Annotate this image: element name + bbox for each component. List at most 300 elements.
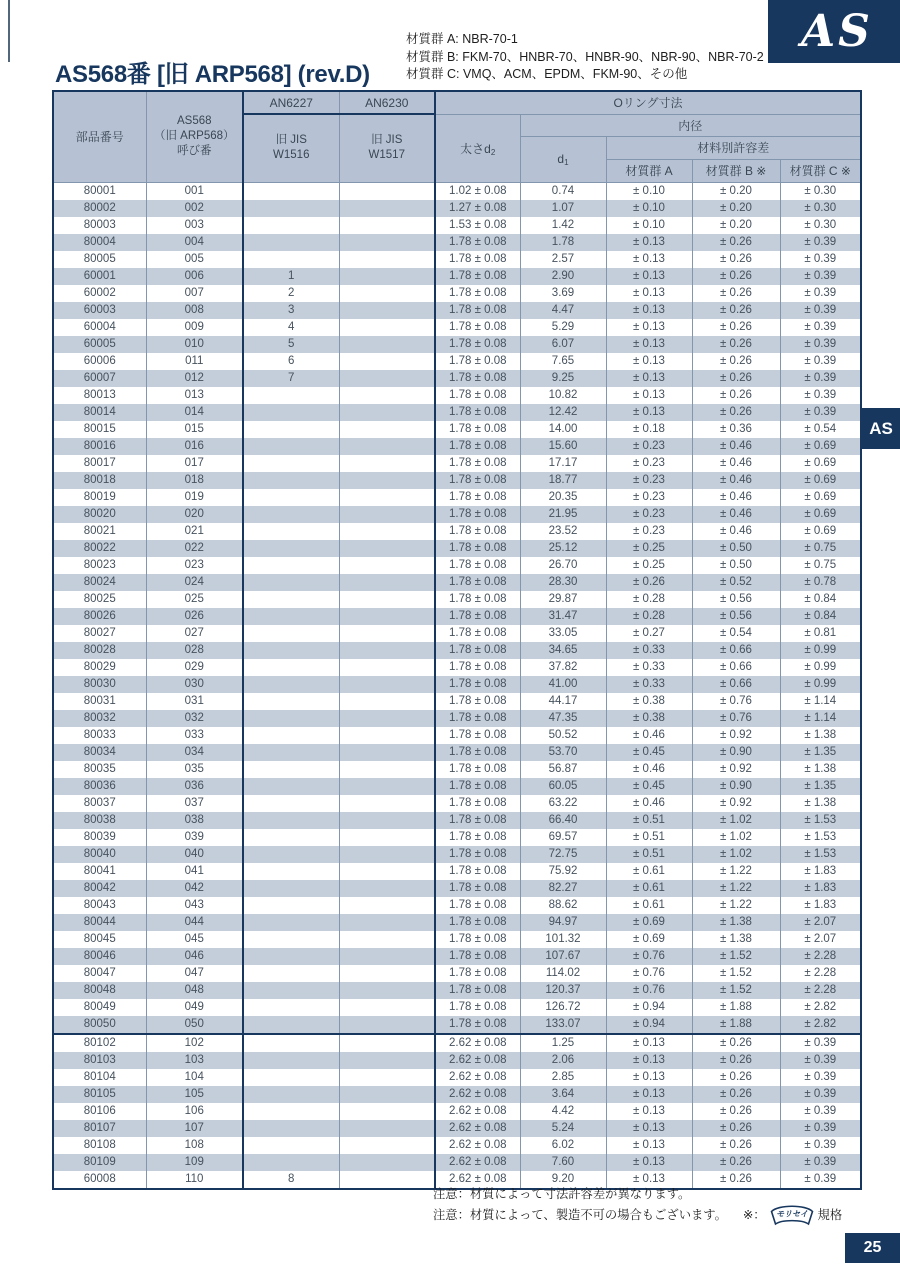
- cell-tolerance-material-c: ± 0.39: [780, 319, 861, 336]
- cell-an6227: 7: [243, 370, 339, 387]
- cell-an6227: [243, 1154, 339, 1171]
- cell-inner-diameter-d1: 1.25: [520, 1034, 606, 1052]
- cell-tolerance-material-b: ± 0.26: [692, 1103, 780, 1120]
- cell-an6230: [339, 880, 435, 897]
- cell-as568-dash-number: 014: [146, 404, 243, 421]
- cell-thickness-d2: 1.78 ± 0.08: [435, 965, 520, 982]
- cell-tolerance-material-b: ± 0.46: [692, 472, 780, 489]
- table-row: [53, 829, 861, 846]
- cell-tolerance-material-b: ± 1.02: [692, 846, 780, 863]
- cell-an6230: [339, 625, 435, 642]
- cell-tolerance-material-c: ± 0.39: [780, 1069, 861, 1086]
- cell-as568-dash-number: 105: [146, 1086, 243, 1103]
- cell-inner-diameter-d1: 44.17: [520, 693, 606, 710]
- cell-tolerance-material-b: ± 0.26: [692, 370, 780, 387]
- cell-inner-diameter-d1: 60.05: [520, 778, 606, 795]
- table-row: [53, 846, 861, 863]
- cell-as568-dash-number: 003: [146, 217, 243, 234]
- cell-part-number: 60003: [53, 302, 146, 319]
- group-header-inner-diameter: 内径: [520, 114, 861, 136]
- table-row: [53, 182, 861, 200]
- cell-part-number: 80027: [53, 625, 146, 642]
- cell-tolerance-material-a: ± 0.13: [606, 336, 692, 353]
- cell-tolerance-material-a: ± 0.27: [606, 625, 692, 642]
- cell-tolerance-material-b: ± 0.66: [692, 676, 780, 693]
- cell-inner-diameter-d1: 9.25: [520, 370, 606, 387]
- cell-an6230: [339, 370, 435, 387]
- table-row: [53, 625, 861, 642]
- cell-thickness-d2: 1.78 ± 0.08: [435, 387, 520, 404]
- cell-thickness-d2: 1.27 ± 0.08: [435, 200, 520, 217]
- cell-part-number: 80049: [53, 999, 146, 1016]
- cell-an6230: [339, 948, 435, 965]
- cell-inner-diameter-d1: 47.35: [520, 710, 606, 727]
- cell-tolerance-material-a: ± 0.13: [606, 268, 692, 285]
- cell-an6227: [243, 421, 339, 438]
- cell-thickness-d2: 1.78 ± 0.08: [435, 1016, 520, 1034]
- cell-part-number: 80105: [53, 1086, 146, 1103]
- table-row: [53, 506, 861, 523]
- cell-tolerance-material-b: ± 1.02: [692, 829, 780, 846]
- cell-tolerance-material-b: ± 0.26: [692, 1171, 780, 1189]
- cell-as568-dash-number: 106: [146, 1103, 243, 1120]
- cell-thickness-d2: 2.62 ± 0.08: [435, 1171, 520, 1189]
- cell-thickness-d2: 1.78 ± 0.08: [435, 455, 520, 472]
- cell-an6227: [243, 387, 339, 404]
- cell-part-number: 80002: [53, 200, 146, 217]
- cell-part-number: 80019: [53, 489, 146, 506]
- table-row: [53, 676, 861, 693]
- table-row: [53, 642, 861, 659]
- cell-part-number: 80103: [53, 1052, 146, 1069]
- cell-an6230: [339, 234, 435, 251]
- cell-as568-dash-number: 010: [146, 336, 243, 353]
- cell-tolerance-material-a: ± 0.61: [606, 880, 692, 897]
- cell-inner-diameter-d1: 126.72: [520, 999, 606, 1016]
- cell-an6230: [339, 914, 435, 931]
- standard-reference: [743, 1204, 842, 1226]
- cell-tolerance-material-b: ± 0.46: [692, 489, 780, 506]
- cell-an6227: [243, 506, 339, 523]
- cell-tolerance-material-c: ± 0.39: [780, 1120, 861, 1137]
- cell-tolerance-material-c: ± 0.69: [780, 506, 861, 523]
- table-row: [53, 234, 861, 251]
- cell-tolerance-material-a: ± 0.10: [606, 200, 692, 217]
- table-row: [53, 1154, 861, 1171]
- cell-tolerance-material-b: ± 1.52: [692, 982, 780, 999]
- cell-part-number: 80023: [53, 557, 146, 574]
- cell-inner-diameter-d1: 2.85: [520, 1069, 606, 1086]
- table-row: [53, 319, 861, 336]
- cell-tolerance-material-a: ± 0.76: [606, 965, 692, 982]
- cell-tolerance-material-a: ± 0.13: [606, 353, 692, 370]
- cell-tolerance-material-b: ± 0.26: [692, 1069, 780, 1086]
- cell-an6230: [339, 557, 435, 574]
- cell-tolerance-material-a: ± 0.13: [606, 1137, 692, 1154]
- cell-an6227: 2: [243, 285, 339, 302]
- cell-tolerance-material-a: ± 0.13: [606, 1171, 692, 1189]
- cell-as568-dash-number: 004: [146, 234, 243, 251]
- cell-an6230: [339, 506, 435, 523]
- cell-inner-diameter-d1: 18.77: [520, 472, 606, 489]
- cell-tolerance-material-b: ± 0.46: [692, 455, 780, 472]
- table-row: [53, 880, 861, 897]
- cell-inner-diameter-d1: 14.00: [520, 421, 606, 438]
- table-row: [53, 438, 861, 455]
- cell-an6230: [339, 182, 435, 200]
- cell-tolerance-material-c: ± 2.28: [780, 965, 861, 982]
- cell-part-number: 80043: [53, 897, 146, 914]
- cell-an6230: [339, 1016, 435, 1034]
- cell-as568-dash-number: 104: [146, 1069, 243, 1086]
- cell-an6227: [243, 438, 339, 455]
- cell-an6230: [339, 863, 435, 880]
- cell-inner-diameter-d1: 29.87: [520, 591, 606, 608]
- cell-tolerance-material-a: ± 0.51: [606, 846, 692, 863]
- cell-an6230: [339, 1120, 435, 1137]
- cell-inner-diameter-d1: 2.57: [520, 251, 606, 268]
- cell-part-number: 80028: [53, 642, 146, 659]
- cell-as568-dash-number: 009: [146, 319, 243, 336]
- cell-part-number: 80020: [53, 506, 146, 523]
- cell-as568-dash-number: 040: [146, 846, 243, 863]
- cell-inner-diameter-d1: 5.24: [520, 1120, 606, 1137]
- cell-as568-dash-number: 025: [146, 591, 243, 608]
- cell-part-number: 60007: [53, 370, 146, 387]
- cell-tolerance-material-b: ± 0.26: [692, 251, 780, 268]
- cell-inner-diameter-d1: 23.52: [520, 523, 606, 540]
- table-row: [53, 217, 861, 234]
- cell-as568-dash-number: 008: [146, 302, 243, 319]
- cell-as568-dash-number: 046: [146, 948, 243, 965]
- table-row: [53, 1120, 861, 1137]
- cell-inner-diameter-d1: 114.02: [520, 965, 606, 982]
- cell-part-number: 60002: [53, 285, 146, 302]
- table-row: [53, 523, 861, 540]
- cell-tolerance-material-b: ± 0.52: [692, 574, 780, 591]
- cell-an6227: [243, 217, 339, 234]
- table-row: [53, 999, 861, 1016]
- material-note-b: 材質群 B: FKM-70、HNBR-70、HNBR-90、NBR-90、NBR-70-2: [406, 49, 764, 64]
- cell-tolerance-material-b: ± 1.02: [692, 812, 780, 829]
- cell-an6230: [339, 642, 435, 659]
- cell-an6227: [243, 591, 339, 608]
- cell-as568-dash-number: 042: [146, 880, 243, 897]
- cell-as568-dash-number: 103: [146, 1052, 243, 1069]
- cell-tolerance-material-a: ± 0.13: [606, 251, 692, 268]
- cell-an6227: [243, 182, 339, 200]
- cell-as568-dash-number: 018: [146, 472, 243, 489]
- table-row: [53, 1016, 861, 1034]
- cell-an6230: [339, 761, 435, 778]
- cell-an6227: [243, 625, 339, 642]
- page-title: AS568番 [旧 ARP568] (rev.D): [55, 61, 370, 88]
- cell-an6230: [339, 1069, 435, 1086]
- cell-tolerance-material-b: ± 0.26: [692, 319, 780, 336]
- cell-part-number: 80107: [53, 1120, 146, 1137]
- cell-part-number: 80047: [53, 965, 146, 982]
- cell-thickness-d2: 2.62 ± 0.08: [435, 1154, 520, 1171]
- cell-thickness-d2: 1.78 ± 0.08: [435, 778, 520, 795]
- cell-part-number: 80015: [53, 421, 146, 438]
- footer-note-2: 注意：材質によって、製造不可の場合もございます。: [433, 1207, 727, 1222]
- cell-as568-dash-number: 027: [146, 625, 243, 642]
- col-header-d1: $d_1$: [520, 136, 606, 182]
- cell-tolerance-material-b: ± 0.92: [692, 727, 780, 744]
- cell-tolerance-material-b: ± 0.26: [692, 285, 780, 302]
- cell-thickness-d2: 1.53 ± 0.08: [435, 217, 520, 234]
- cell-tolerance-material-c: ± 0.69: [780, 438, 861, 455]
- cell-an6230: [339, 965, 435, 982]
- cell-part-number: 60008: [53, 1171, 146, 1189]
- table-row: [53, 285, 861, 302]
- cell-tolerance-material-b: ± 0.26: [692, 1120, 780, 1137]
- cell-inner-diameter-d1: 72.75: [520, 846, 606, 863]
- cell-inner-diameter-d1: 31.47: [520, 608, 606, 625]
- cell-an6230: [339, 353, 435, 370]
- cell-part-number: 80026: [53, 608, 146, 625]
- cell-an6227: 3: [243, 302, 339, 319]
- cell-tolerance-material-b: ± 0.20: [692, 217, 780, 234]
- cell-tolerance-material-a: ± 0.28: [606, 591, 692, 608]
- cell-inner-diameter-d1: 21.95: [520, 506, 606, 523]
- cell-thickness-d2: 1.78 ± 0.08: [435, 302, 520, 319]
- cell-thickness-d2: 2.62 ± 0.08: [435, 1120, 520, 1137]
- cell-an6227: [243, 540, 339, 557]
- cell-an6230: [339, 251, 435, 268]
- cell-tolerance-material-b: ± 0.90: [692, 778, 780, 795]
- table-row: [53, 931, 861, 948]
- cell-inner-diameter-d1: 53.70: [520, 744, 606, 761]
- cell-tolerance-material-b: ± 0.26: [692, 302, 780, 319]
- cell-tolerance-material-b: ± 0.56: [692, 591, 780, 608]
- material-note-a: 材質群 A: NBR-70-1: [406, 32, 518, 46]
- cell-an6230: [339, 727, 435, 744]
- cell-tolerance-material-a: ± 0.94: [606, 1016, 692, 1034]
- cell-tolerance-material-b: ± 0.26: [692, 1052, 780, 1069]
- table-row: [53, 1086, 861, 1103]
- side-tab-label: AS: [869, 418, 893, 438]
- cell-an6227: [243, 642, 339, 659]
- cell-tolerance-material-a: ± 0.13: [606, 302, 692, 319]
- cell-an6230: [339, 982, 435, 999]
- cell-an6227: [243, 1052, 339, 1069]
- cell-an6227: [243, 965, 339, 982]
- cell-an6227: 8: [243, 1171, 339, 1189]
- cell-as568-dash-number: 020: [146, 506, 243, 523]
- cell-an6227: [243, 829, 339, 846]
- cell-thickness-d2: 1.78 ± 0.08: [435, 727, 520, 744]
- cell-tolerance-material-c: ± 0.75: [780, 557, 861, 574]
- cell-inner-diameter-d1: 15.60: [520, 438, 606, 455]
- cell-an6227: [243, 744, 339, 761]
- cell-as568-dash-number: 021: [146, 523, 243, 540]
- table-row: [53, 574, 861, 591]
- cell-thickness-d2: 1.78 ± 0.08: [435, 829, 520, 846]
- cell-an6227: [243, 931, 339, 948]
- cell-as568-dash-number: 012: [146, 370, 243, 387]
- cell-tolerance-material-c: ± 1.14: [780, 710, 861, 727]
- cell-thickness-d2: 2.62 ± 0.08: [435, 1086, 520, 1103]
- cell-an6230: [339, 744, 435, 761]
- cell-tolerance-material-c: ± 0.75: [780, 540, 861, 557]
- cell-an6227: [243, 795, 339, 812]
- cell-thickness-d2: 1.78 ± 0.08: [435, 506, 520, 523]
- cell-part-number: 60006: [53, 353, 146, 370]
- table-row: [53, 948, 861, 965]
- cell-inner-diameter-d1: 63.22: [520, 795, 606, 812]
- cell-as568-dash-number: 007: [146, 285, 243, 302]
- side-tab-as: [862, 408, 900, 449]
- cell-as568-dash-number: 013: [146, 387, 243, 404]
- cell-tolerance-material-b: ± 0.26: [692, 404, 780, 421]
- cell-thickness-d2: 1.78 ± 0.08: [435, 625, 520, 642]
- table-row: [53, 727, 861, 744]
- cell-tolerance-material-c: ± 0.39: [780, 251, 861, 268]
- cell-inner-diameter-d1: 56.87: [520, 761, 606, 778]
- cell-thickness-d2: 1.78 ± 0.08: [435, 234, 520, 251]
- cell-inner-diameter-d1: 6.07: [520, 336, 606, 353]
- table-row: [53, 761, 861, 778]
- cell-tolerance-material-c: ± 0.99: [780, 676, 861, 693]
- cell-an6230: [339, 455, 435, 472]
- cell-part-number: 80004: [53, 234, 146, 251]
- cell-tolerance-material-b: ± 0.26: [692, 1154, 780, 1171]
- cell-tolerance-material-a: ± 0.46: [606, 795, 692, 812]
- cell-tolerance-material-a: ± 0.46: [606, 761, 692, 778]
- cell-an6227: [243, 404, 339, 421]
- cell-tolerance-material-b: ± 0.26: [692, 1034, 780, 1052]
- cell-as568-dash-number: 048: [146, 982, 243, 999]
- cell-tolerance-material-a: ± 0.61: [606, 863, 692, 880]
- table-row: [53, 1034, 861, 1052]
- cell-tolerance-material-b: ± 1.52: [692, 965, 780, 982]
- cell-tolerance-material-c: ± 0.84: [780, 608, 861, 625]
- cell-tolerance-material-a: ± 0.61: [606, 897, 692, 914]
- cell-part-number: 60001: [53, 268, 146, 285]
- cell-an6227: [243, 1086, 339, 1103]
- cell-tolerance-material-c: ± 1.83: [780, 863, 861, 880]
- cell-thickness-d2: 1.78 ± 0.08: [435, 676, 520, 693]
- cell-tolerance-material-c: ± 2.28: [780, 982, 861, 999]
- table-row: [53, 914, 861, 931]
- cell-thickness-d2: 1.78 ± 0.08: [435, 336, 520, 353]
- cell-an6230: [339, 1103, 435, 1120]
- cell-tolerance-material-a: ± 0.23: [606, 438, 692, 455]
- cell-tolerance-material-a: ± 0.13: [606, 404, 692, 421]
- cell-inner-diameter-d1: 17.17: [520, 455, 606, 472]
- col-header-an6230: AN6230: [339, 91, 435, 114]
- cell-inner-diameter-d1: 34.65: [520, 642, 606, 659]
- cell-as568-dash-number: 023: [146, 557, 243, 574]
- cell-an6227: [243, 1069, 339, 1086]
- cell-tolerance-material-a: ± 0.23: [606, 472, 692, 489]
- cell-tolerance-material-c: ± 0.30: [780, 217, 861, 234]
- cell-as568-dash-number: 110: [146, 1171, 243, 1189]
- cell-an6230: [339, 472, 435, 489]
- cell-as568-dash-number: 022: [146, 540, 243, 557]
- cell-an6230: [339, 829, 435, 846]
- material-note-c: 材質群 C: VMQ、ACM、EPDM、FKM-90、その他: [406, 67, 688, 81]
- cell-tolerance-material-c: ± 0.39: [780, 1171, 861, 1189]
- cell-an6230: [339, 693, 435, 710]
- cell-part-number: 80018: [53, 472, 146, 489]
- col-header-material-a: 材質群 A: [606, 159, 692, 182]
- cell-an6227: [243, 234, 339, 251]
- cell-an6227: [243, 1137, 339, 1154]
- cell-tolerance-material-b: ± 0.26: [692, 336, 780, 353]
- cell-as568-dash-number: 035: [146, 761, 243, 778]
- cell-tolerance-material-b: ± 1.52: [692, 948, 780, 965]
- cell-inner-diameter-d1: 9.20: [520, 1171, 606, 1189]
- cell-thickness-d2: 1.78 ± 0.08: [435, 931, 520, 948]
- cell-an6230: [339, 846, 435, 863]
- cell-as568-dash-number: 038: [146, 812, 243, 829]
- cell-thickness-d2: 2.62 ± 0.08: [435, 1137, 520, 1154]
- cell-thickness-d2: 2.62 ± 0.08: [435, 1069, 520, 1086]
- cell-thickness-d2: 2.62 ± 0.08: [435, 1103, 520, 1120]
- cell-tolerance-material-a: ± 0.33: [606, 676, 692, 693]
- cell-tolerance-material-b: ± 0.92: [692, 795, 780, 812]
- cell-tolerance-material-c: ± 0.30: [780, 182, 861, 200]
- cell-tolerance-material-c: ± 0.39: [780, 268, 861, 285]
- cell-tolerance-material-a: ± 0.38: [606, 710, 692, 727]
- cell-inner-diameter-d1: 7.60: [520, 1154, 606, 1171]
- cell-inner-diameter-d1: 5.29: [520, 319, 606, 336]
- cell-thickness-d2: 1.78 ± 0.08: [435, 948, 520, 965]
- cell-tolerance-material-c: ± 0.54: [780, 421, 861, 438]
- cell-inner-diameter-d1: 0.74: [520, 182, 606, 200]
- cell-inner-diameter-d1: 75.92: [520, 863, 606, 880]
- cell-inner-diameter-d1: 26.70: [520, 557, 606, 574]
- table-row: [53, 1103, 861, 1120]
- col-header-jis-w1517: 旧 JIS W1517: [339, 114, 435, 182]
- cell-tolerance-material-c: ± 0.39: [780, 234, 861, 251]
- cell-tolerance-material-b: ± 0.76: [692, 710, 780, 727]
- cell-tolerance-material-c: ± 0.39: [780, 353, 861, 370]
- cell-an6230: [339, 438, 435, 455]
- cell-thickness-d2: 1.78 ± 0.08: [435, 795, 520, 812]
- cell-thickness-d2: 1.78 ± 0.08: [435, 846, 520, 863]
- table-row: [53, 353, 861, 370]
- cell-an6227: [243, 200, 339, 217]
- cell-inner-diameter-d1: 88.62: [520, 897, 606, 914]
- cell-part-number: 80048: [53, 982, 146, 999]
- cell-an6227: [243, 812, 339, 829]
- cell-an6230: [339, 608, 435, 625]
- cell-an6230: [339, 1034, 435, 1052]
- cell-part-number: 80042: [53, 880, 146, 897]
- standard-prefix: ※：: [742, 1207, 766, 1222]
- cell-tolerance-material-a: ± 0.23: [606, 523, 692, 540]
- cell-tolerance-material-c: ± 0.69: [780, 455, 861, 472]
- table-row: [53, 302, 861, 319]
- cell-tolerance-material-a: ± 0.28: [606, 608, 692, 625]
- cell-part-number: 80014: [53, 404, 146, 421]
- cell-thickness-d2: 1.78 ± 0.08: [435, 761, 520, 778]
- cell-an6230: [339, 302, 435, 319]
- cell-tolerance-material-a: ± 0.13: [606, 387, 692, 404]
- cell-as568-dash-number: 024: [146, 574, 243, 591]
- cell-an6230: [339, 659, 435, 676]
- cell-an6227: [243, 982, 339, 999]
- cell-tolerance-material-b: ± 1.38: [692, 931, 780, 948]
- cell-an6230: [339, 931, 435, 948]
- cell-tolerance-material-c: ± 0.78: [780, 574, 861, 591]
- table-row: [53, 897, 861, 914]
- cell-as568-dash-number: 041: [146, 863, 243, 880]
- table-row: [53, 778, 861, 795]
